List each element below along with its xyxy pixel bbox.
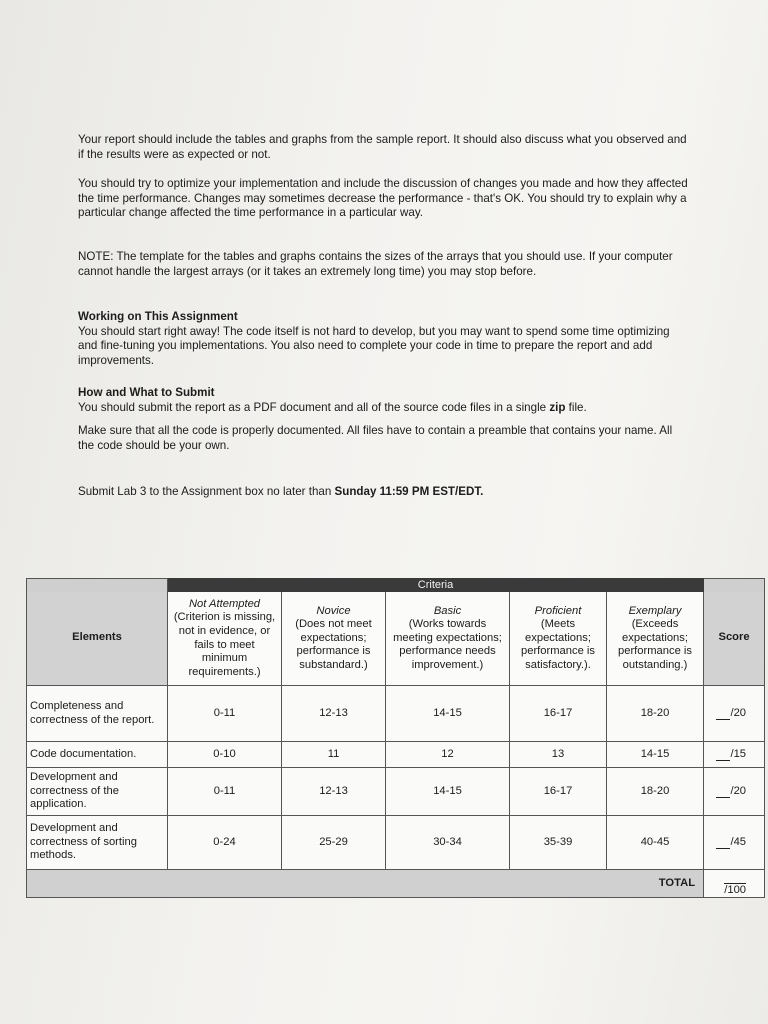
table-row [27,686,765,742]
score-cell [704,816,765,870]
range-cell: 16-17 [510,768,607,816]
score-blank[interactable] [716,786,730,798]
score-max: /20 [730,706,747,719]
table-row [27,742,765,768]
score-blank[interactable] [716,837,730,849]
score-header: Score [704,592,765,686]
grading-rubric-table [26,578,765,898]
score-max: /15 [730,747,747,760]
range-cell: 12-13 [282,686,386,742]
range-cell: 13 [510,742,607,768]
level-description: (Criterion is missing, not in evidence, or fails to meet minimum requirements.) [173,611,276,678]
range-cell: 16-17 [510,686,607,742]
score-blank[interactable] [724,872,746,884]
range-cell: 0-11 [168,768,282,816]
optimize-paragraph: You should try to optimize your implementation and include the discussion of changes you made and how they affected the time performance. Changes may sometimes decrease the performance - that's OK. You should try to explain why a particular change affected the time performance in a particular way. [78,177,688,220]
level-description: (Exceeds expectations; performance is outstanding.) [618,618,693,671]
level-basic [386,592,510,686]
submit-text-end: file. [565,400,587,414]
submit-heading: How and What to Submit [78,386,215,399]
report-paragraph: Your report should include the tables and graphs from the sample report. It should also discuss what you observed and if the results were as expected or not. [78,133,687,161]
deadline-paragraph [78,485,688,500]
criteria-header: Criteria [168,579,704,592]
score-cell [704,686,765,742]
documentation-paragraph: Make sure that all the code is properly documented. All files have to contain a preamble that contains your name. All the code should be your own. [78,424,673,452]
level-description: (Meets expectations; performance is satisfactory.). [521,618,595,671]
table-row [27,768,765,816]
range-cell: 18-20 [607,686,704,742]
range-cell: 0-11 [168,686,282,742]
score-max: /45 [730,835,747,848]
deadline-text: Submit Lab 3 to the Assignment box no later than [78,485,335,498]
header-spacer-right [704,579,765,592]
range-cell: 12 [386,742,510,768]
element-name: Code documentation. [27,742,168,768]
total-score-cell [704,870,765,898]
range-cell: 11 [282,742,386,768]
range-cell: 0-24 [168,816,282,870]
range-cell: 40-45 [607,816,704,870]
level-name: Proficient [534,604,582,617]
zip-text: zip [549,400,566,414]
table-row [27,816,765,870]
level-name: Basic [433,604,462,617]
submit-text [78,401,587,414]
score-cell [704,768,765,816]
total-row [27,870,765,898]
range-cell: 14-15 [386,768,510,816]
submit-text-part: You should submit the report as a PDF document and all of the source code files in a single [78,400,550,414]
level-name: Not Attempted [188,597,261,610]
deadline-date: Sunday 11:59 PM EST/EDT. [334,485,484,498]
level-name: Novice [316,604,351,617]
range-cell: 0-10 [168,742,282,768]
score-cell [704,742,765,768]
level-exemplary [607,592,704,686]
range-cell: 25-29 [282,816,386,870]
level-not-attempted [168,592,282,686]
range-cell: 30-34 [386,816,510,870]
level-name: Exemplary [628,604,682,617]
total-score-max: /100 [724,883,747,896]
score-max: /20 [730,784,747,797]
range-cell: 12-13 [282,768,386,816]
working-section [78,310,688,368]
element-name: Completeness and correctness of the report. [27,686,168,742]
element-name: Development and correctness of the application. [27,768,168,816]
header-spacer [27,579,168,592]
note-paragraph: NOTE: The template for the tables and graphs contains the sizes of the arrays that you should use. If your computer cannot handle the largest arrays (or it takes an extremely long time) you may stop before. [78,250,673,278]
level-description: (Does not meet expectations; performance is substandard.) [295,618,372,671]
level-novice [282,592,386,686]
elements-header: Elements [27,592,168,686]
element-name: Development and correctness of sorting methods. [27,816,168,870]
level-proficient [510,592,607,686]
score-blank[interactable] [716,708,730,720]
level-description: (Works towards meeting expectations; performance needs improvement.) [393,618,502,671]
range-cell: 14-15 [607,742,704,768]
range-cell: 35-39 [510,816,607,870]
score-blank[interactable] [716,749,730,761]
submit-section [78,386,688,415]
working-heading: Working on This Assignment [78,310,238,323]
working-text: You should start right away! The code itself is not hard to develop, but you may want to spend some time optimizing and fine-tuning you implementations. You also need to complete your code in time to prepare the report and add improvements. [78,324,670,367]
range-cell: 18-20 [607,768,704,816]
total-label: TOTAL [27,870,704,898]
range-cell: 14-15 [386,686,510,742]
